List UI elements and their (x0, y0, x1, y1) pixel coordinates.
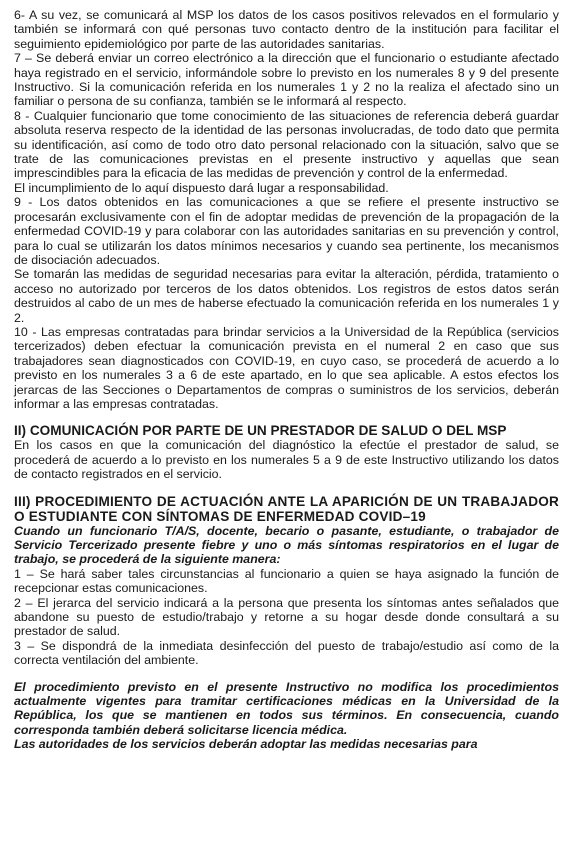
closing-paragraph: El procedimiento previsto en el presente Instructivo no modifica los procedimientos actualmente vigentes para tramitar certificaciones médicas en la Universidad de la República, los que se mantienen en todos sus términos. En consecuencia, cuando corresponda también deberá solicitarse licencia médica. (14, 679, 559, 737)
section-iii-item-1: 1 – Se hará saber tales circunstancias al funcionario a quien se haya asignado la función de recepcionar estas comunicaciones. (14, 566, 559, 596)
paragraph-item-9: 9 - Los datos obtenidos en las comunicaciones a que se refiere el presente instructivo se procesarán exclusivamente con el fin de adoptar medidas de prevención de la propagación de la enfermedad COVID-19 y para colaborar con las autoridades sanitarias en su prevención y control, para lo cual se utilizarán los datos mínimos necesarios y cuando sea pertinente, los mecanismos de disociación adecuados. (14, 195, 559, 267)
spacer (14, 482, 559, 494)
section-ii-body: En los casos en que la comunicación del diagnóstico la efectúe el prestador de salud, se procederá de acuerdo a lo previsto en los numerales 5 a 9 de este Instructivo utilizando los datos de contacto registrados en el servicio. (14, 438, 559, 482)
paragraph-item-8: 8 - Cualquier funcionario que tome conocimiento de las situaciones de referencia deberá guardar absoluta reserva respecto de la identidad de las personas involucradas, de todo dato que permita su identificación, así como de todo otro dato personal relacionado con la situación, salvo que se trate de las comunicaciones previstas en el presente instructivo y aquellas que sean imprescindibles para la eficacia de las medidas de prevención y control de la enfermedad. (14, 108, 559, 181)
closing-paragraph-continued: Las autoridades de los servicios deberán adoptar las medidas necesarias para (14, 737, 478, 752)
paragraph-item-7: 7 – Se deberá enviar un correo electrónico a la dirección que el funcionario o estudiante afectado haya registrado en el servicio, informándole sobre lo previsto en los numerales 8 y 9 del presente Instructivo. Si la comunicación referida en los numerales 1 y 2 no la realiza el afectado sino un familiar o persona de su confianza, también se le informará al respecto. (14, 51, 559, 109)
paragraph-responsibility: El incumplimiento de lo aquí dispuesto dará lugar a responsabilidad. (14, 180, 389, 195)
section-iii-intro: Cuando un funcionario T/A/S, docente, becario o pasante, estudiante, o trabajador de Servicio Tercerizado presente fiebre y uno o más síntomas respiratorios en el lugar de trabajo, se procederá de la siguiente manera: (14, 523, 559, 567)
paragraph-security-measures: Se tomarán las medidas de seguridad necesarias para evitar la alteración, pérdida, tratamiento o acceso no autorizado por terceros de los datos obtenidos. Los registros de estos datos serán destruidos al cabo de un mes de haberse efectuado la comunicación referida en los numerales 1 y 2. (14, 267, 559, 325)
spacer (14, 411, 559, 423)
section-iii-heading: III) PROCEDIMIENTO DE ACTUACIÓN ANTE LA APARICIÓN DE UN TRABAJADOR O ESTUDIANTE CON SÍNTOMAS DE ENFERMEDAD COVID–19 (14, 493, 559, 524)
paragraph-item-6: 6- A su vez, se comunicará al MSP los datos de los casos positivos relevados en el formulario y también se informará con qué personas tuvo contacto dentro de la institución para facilitar el seguimiento epidemiológico por parte de las autoridades sanitarias. (14, 8, 559, 51)
section-iii-item-2: 2 – El jerarca del servicio indicará a la persona que presenta los síntomas antes señalados que abandone su puesto de estudio/trabajo y retorne a su hogar desde donde consultará a su prestador de salud. (14, 595, 559, 639)
section-ii-heading: II) COMUNICACIÓN POR PARTE DE UN PRESTADOR DE SALUD O DEL MSP (14, 423, 507, 439)
spacer (14, 668, 559, 680)
paragraph-item-10: 10 - Las empresas contratadas para brindar servicios a la Universidad de la República (servicios tercerizados) deben efectuar la comunicación prevista en el numeral 2 en caso que sus trabajadores sean diagnosticados con COVID-19, en cuyo caso, se procederá de acuerdo a lo previsto en los numerales 3 a 6 de este apartado, en lo que sea aplicable. A estos efectos los jerarcas de las Secciones o Departamentos de compras o suministros de los servicios, deberán informar a las empresas contratadas. (14, 324, 559, 411)
section-iii-item-3: 3 – Se dispondrá de la inmediata desinfección del puesto de trabajo/estudio así como de la correcta ventilación del ambiente. (14, 638, 559, 668)
